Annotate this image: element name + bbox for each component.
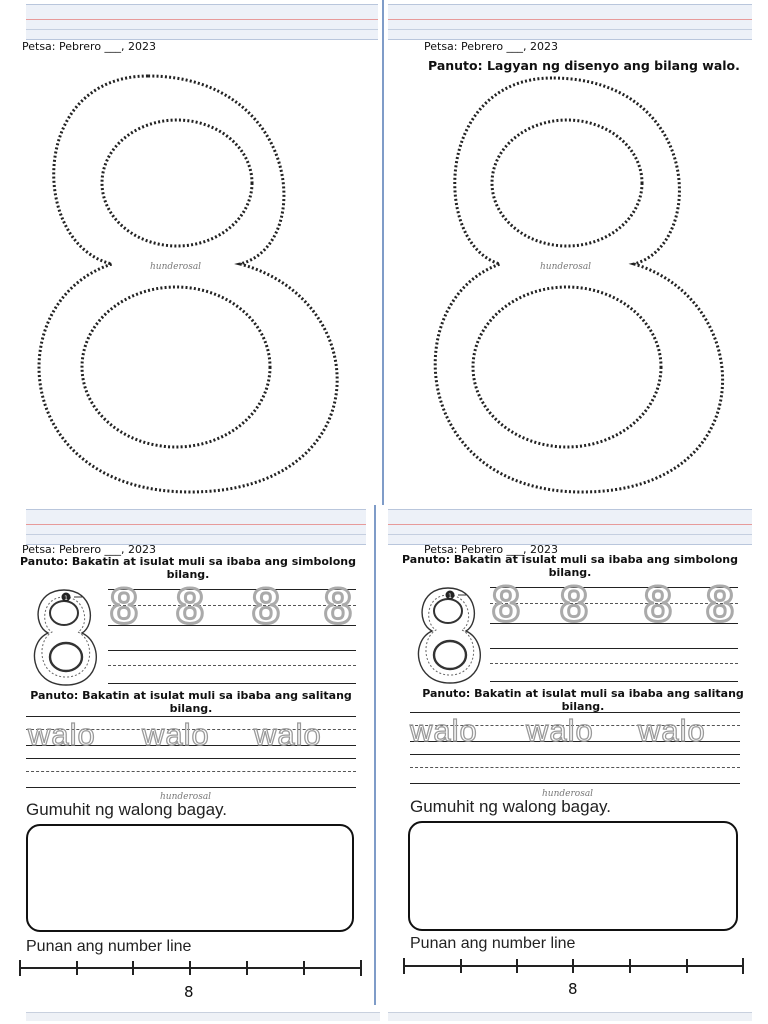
next-page-strip-right (388, 1012, 752, 1021)
number-line-label: 8 (184, 983, 194, 1001)
trace-numeral: 8 (492, 576, 520, 632)
svg-text:1: 1 (64, 595, 68, 602)
watermark: hunderosal (150, 262, 202, 272)
drawing-box (408, 821, 738, 931)
number-line-label: 8 (568, 980, 578, 998)
number-line-prompt: Punan ang number line (26, 938, 192, 955)
writing-line (490, 623, 738, 624)
trace-word: walo (410, 713, 478, 748)
writing-line (26, 787, 356, 788)
writing-line (108, 605, 356, 606)
trace-numeral: 8 (252, 578, 280, 634)
writing-line (108, 589, 356, 590)
trace-word: walo (638, 713, 706, 748)
svg-text:1: 1 (448, 593, 452, 600)
writing-line (108, 683, 356, 684)
watermark: hunderosal (542, 789, 594, 799)
trace-word: walo (254, 717, 322, 752)
date-line: Petsa: Pebrero ___, 2023 (22, 543, 157, 556)
instruction-symbol: Panuto: Bakatin at isulat muli sa ibaba ang simbolong bilang. (20, 555, 356, 581)
writing-line (410, 783, 740, 784)
number-line (400, 956, 750, 976)
instruction-symbol: Panuto: Bakatin at isulat muli sa ibaba ang simbolong bilang. (402, 553, 738, 579)
trace-numeral: 8 (560, 576, 588, 632)
next-page-strip-left (26, 1012, 380, 1021)
writing-line (26, 771, 356, 772)
worksheet-page-top-left (0, 0, 382, 505)
writing-line (108, 665, 356, 666)
worksheet-page-bottom-left (0, 505, 374, 1010)
trace-numeral: 8 (110, 578, 138, 634)
watermark: hunderosal (160, 792, 212, 802)
trace-numeral: 8 (176, 578, 204, 634)
writing-line (26, 758, 356, 759)
writing-line (490, 681, 738, 682)
number-line (16, 958, 366, 978)
header-band (388, 509, 752, 545)
big-eight-outline (384, 0, 768, 505)
writing-line (490, 587, 738, 588)
worksheet-page-top-right (384, 0, 768, 505)
writing-line (490, 663, 738, 664)
instruction-word: Panuto: Bakatin at isulat muli sa ibaba ang salitang bilang. (30, 689, 352, 715)
trace-word: walo (526, 713, 594, 748)
trace-word: walo (28, 717, 96, 752)
trace-word: walo (142, 717, 210, 752)
writing-line (410, 754, 740, 755)
writing-line (490, 648, 738, 649)
date-line: Petsa: Pebrero ___, 2023 (22, 40, 157, 53)
number-line-prompt: Punan ang number line (410, 935, 576, 952)
trace-numeral: 8 (706, 576, 734, 632)
instruction-text: Panuto: Lagyan ng disenyo ang bilang walo. (428, 58, 740, 73)
numeral-model-eight (410, 585, 490, 685)
draw-prompt: Gumuhit ng walong bagay. (410, 797, 611, 816)
writing-line (108, 650, 356, 651)
writing-line (108, 625, 356, 626)
writing-line (490, 603, 738, 604)
header-band (26, 509, 366, 545)
numeral-model-eight (26, 587, 106, 687)
big-eight-outline (0, 0, 382, 505)
instruction-word: Panuto: Bakatin at isulat muli sa ibaba ang salitang bilang. (422, 687, 744, 713)
draw-prompt: Gumuhit ng walong bagay. (26, 800, 227, 819)
worksheet-page-bottom-right (376, 505, 768, 1010)
date-line: Petsa: Pebrero ___, 2023 (424, 543, 559, 556)
drawing-box (26, 824, 354, 932)
trace-numeral: 8 (644, 576, 672, 632)
date-line: Petsa: Pebrero ___, 2023 (424, 40, 559, 53)
trace-numeral: 8 (324, 578, 352, 634)
writing-line (410, 767, 740, 768)
watermark: hunderosal (540, 262, 592, 272)
